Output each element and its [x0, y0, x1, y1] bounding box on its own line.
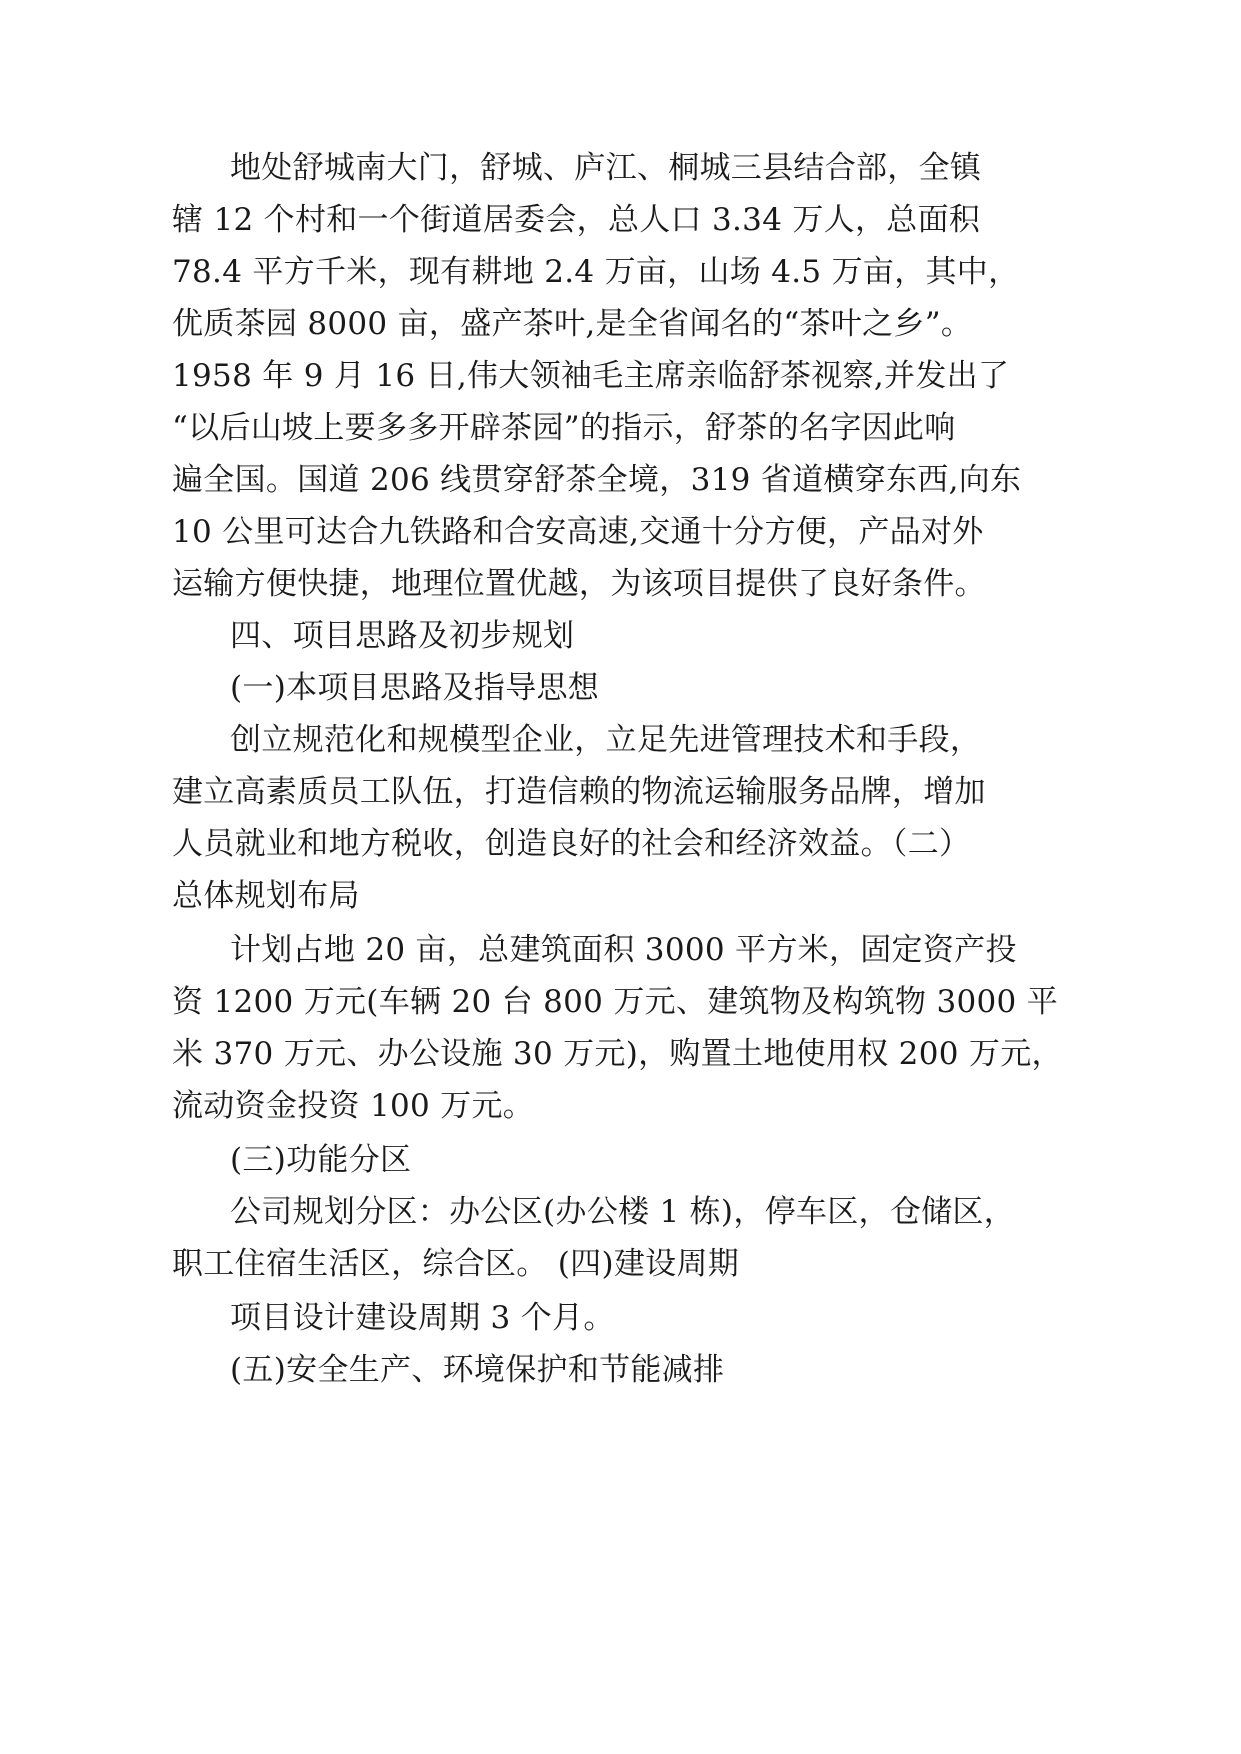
- body-text-line: 流动资金投资 100 万元。: [172, 1088, 535, 1124]
- section-heading: 四、项目思路及初步规划: [230, 618, 575, 654]
- body-text-line: 人员就业和地方税收，创造良好的社会和经济效益。（二）: [172, 826, 971, 862]
- body-text-line: 优质茶园 8000 亩，盛产茶叶,是全省闻名的“茶叶之乡”。: [172, 306, 973, 342]
- body-text-line: “以后山坡上要多多开辟茶园”的指示，舒茶的名字因此响: [172, 410, 956, 446]
- body-text-line: 辖 12 个村和一个街道居委会，总人口 3.34 万人，总面积: [172, 202, 981, 238]
- body-text-line: 地处舒城南大门，舒城、庐江、桐城三县结合部，全镇: [230, 150, 982, 186]
- body-text-line: 公司规划分区：办公区(办公楼 1 栋)，停车区，仓储区，: [230, 1194, 1016, 1230]
- body-text-line: 运输方便快捷，地理位置优越，为该项目提供了良好条件。: [172, 566, 986, 602]
- body-text-line: 建立高素质员工队伍，打造信赖的物流运输服务品牌，增加: [172, 774, 986, 810]
- subsection-heading: (三)功能分区: [230, 1142, 412, 1178]
- subsection-heading: 总体规划布局: [172, 878, 360, 914]
- body-text-line: 遍全国。国道 206 线贯穿舒茶全境，319 省道横穿东西,向东: [172, 462, 1022, 498]
- body-text-line: 米 370 万元、办公设施 30 万元)，购置土地使用权 200 万元，: [172, 1036, 1063, 1072]
- body-text-line: 78.4 平方千米，现有耕地 2.4 万亩，山场 4.5 万亩，其中，: [172, 254, 1020, 290]
- body-text-line: 项目设计建设周期 3 个月。: [230, 1300, 615, 1336]
- body-text-line: 计划占地 20 亩，总建筑面积 3000 平方米，固定资产投: [230, 932, 1017, 968]
- subsection-heading: (五)安全生产、环境保护和节能减排: [230, 1352, 725, 1388]
- body-text-line: 1958 年 9 月 16 日,伟大领袖毛主席亲临舒茶视察,并发出了: [172, 358, 1010, 394]
- subsection-heading: (一)本项目思路及指导思想: [230, 670, 600, 706]
- body-text-line: 创立规范化和规模型企业，立足先进管理技术和手段，: [230, 722, 982, 758]
- body-text-line: 10 公里可达合九铁路和合安高速,交通十分方便，产品对外: [172, 514, 984, 550]
- body-text-line: 资 1200 万元(车辆 20 台 800 万元、建筑物及构筑物 3000 平: [172, 984, 1059, 1020]
- body-text-line: 职工住宿生活区，综合区。 (四)建设周期: [172, 1246, 740, 1282]
